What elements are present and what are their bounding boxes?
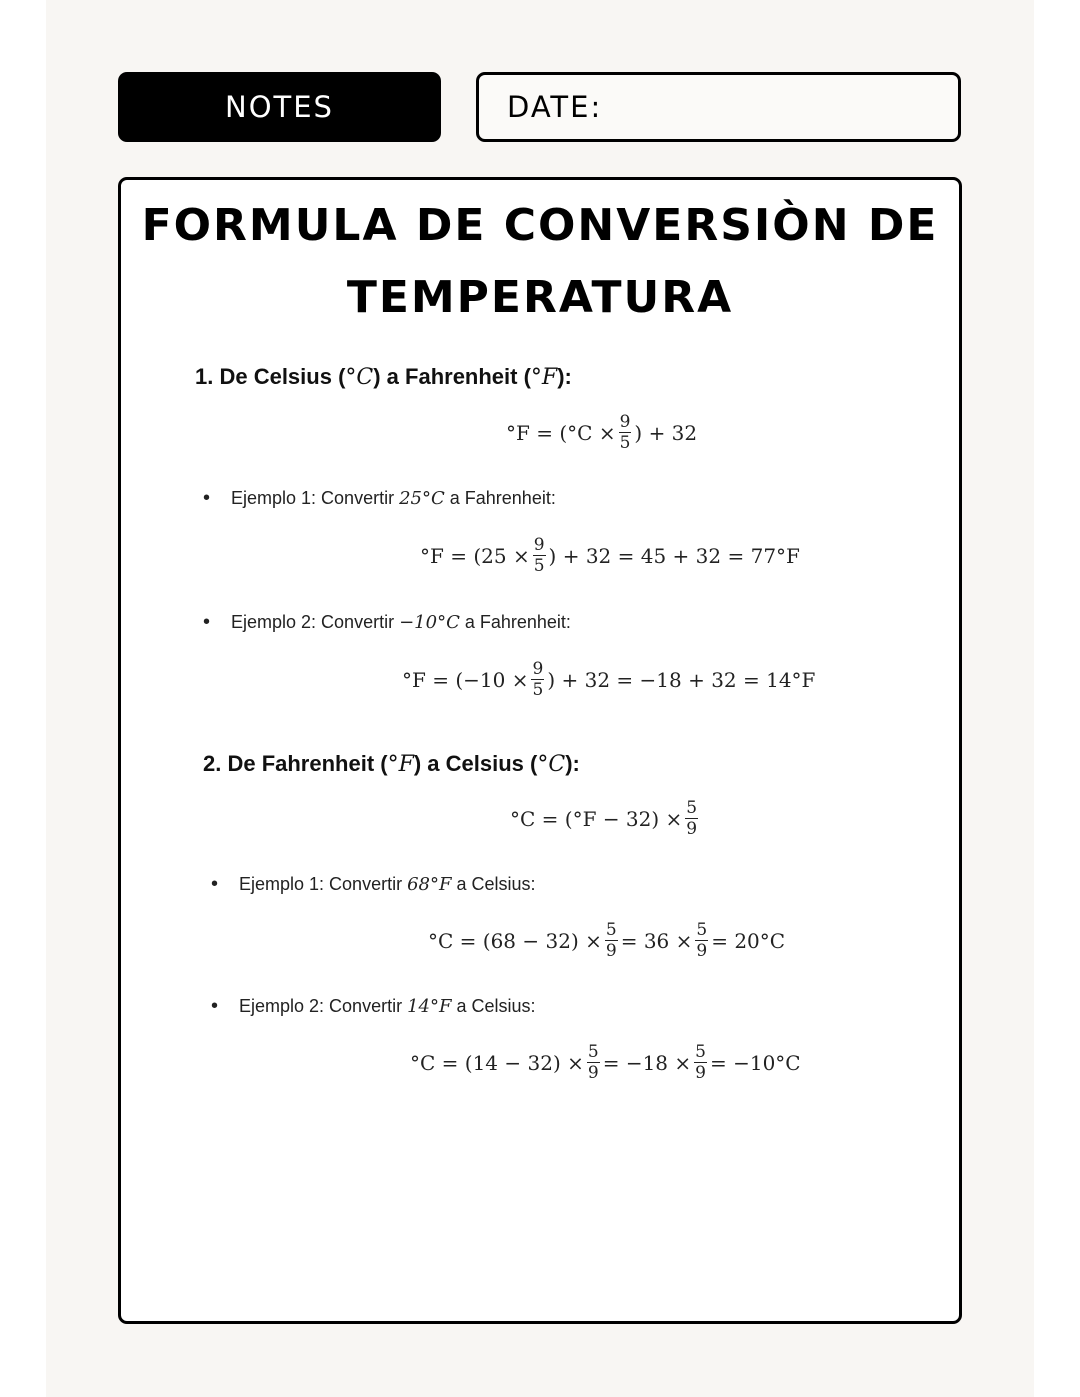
fraction xyxy=(619,412,632,453)
fraction-numerator: 5 xyxy=(587,1042,599,1062)
section1-example2-equation xyxy=(402,659,815,700)
fraction-denominator: 9 xyxy=(696,941,708,961)
equation-left: °F = (−10 × xyxy=(402,667,529,692)
fraction-numerator: 5 xyxy=(605,920,617,940)
fraction-numerator: 9 xyxy=(619,412,631,432)
example-label-suffix: a Fahrenheit: xyxy=(459,612,571,632)
section2-heading xyxy=(203,751,580,777)
fraction-denominator: 5 xyxy=(619,433,631,453)
section1-example1-label xyxy=(203,487,556,510)
section2-heading-unit1: °F xyxy=(387,752,414,777)
section1-example2-label xyxy=(203,611,571,634)
example-label-suffix: a Fahrenheit: xyxy=(444,488,556,508)
fraction xyxy=(694,1042,707,1083)
equation-left: °C = (14 − 32) × xyxy=(410,1050,584,1075)
section2-heading-suffix: ): xyxy=(565,751,580,776)
section2-heading-unit2: °C xyxy=(537,752,566,777)
fraction-denominator: 9 xyxy=(686,819,698,839)
notes-label: NOTES xyxy=(225,90,334,124)
section1-heading-mid: ) a Fahrenheit ( xyxy=(373,364,531,389)
section1-heading-unit1: °C xyxy=(345,365,374,390)
formula-left: °C = (°F − 32) × xyxy=(510,806,683,831)
example-label-value: 25°C xyxy=(399,488,445,509)
section1-example1-equation xyxy=(420,535,800,576)
equation-right: = −10°C xyxy=(709,1050,801,1075)
section2-example2-label xyxy=(211,995,536,1018)
example-label-value: 68°F xyxy=(407,874,452,895)
equation-left: °C = (68 − 32) × xyxy=(428,928,602,953)
bullet-icon: • xyxy=(211,995,219,1017)
fraction-denominator: 9 xyxy=(605,941,617,961)
fraction xyxy=(685,798,698,839)
fraction xyxy=(587,1042,600,1083)
example-label-prefix: Ejemplo 2: Convertir xyxy=(231,612,400,632)
fraction-numerator: 5 xyxy=(696,920,708,940)
section2-heading-prefix: 2. De Fahrenheit ( xyxy=(203,751,388,776)
fraction xyxy=(531,659,544,700)
section1-heading-suffix: ): xyxy=(557,364,572,389)
section2-example1-equation xyxy=(428,920,785,961)
section1-heading-unit2: °F xyxy=(530,365,558,390)
section2-heading-mid: ) a Celsius ( xyxy=(413,751,538,776)
fraction-numerator: 9 xyxy=(533,535,545,555)
section2-formula xyxy=(510,798,701,839)
section1-heading xyxy=(195,364,572,390)
equation-middle: = 36 × xyxy=(620,928,693,953)
fraction xyxy=(533,535,546,576)
fraction xyxy=(695,920,708,961)
example-label-value: −10°C xyxy=(399,612,460,633)
equation-right: ) + 32 = 45 + 32 = 77°F xyxy=(548,543,800,568)
fraction-numerator: 9 xyxy=(532,659,544,679)
equation-left: °F = (25 × xyxy=(420,543,530,568)
section2-example1-label xyxy=(211,873,536,896)
example-label-prefix: Ejemplo 1: Convertir xyxy=(239,874,408,894)
example-label-prefix: Ejemplo 2: Convertir xyxy=(239,996,408,1016)
bullet-icon: • xyxy=(203,611,211,633)
section1-formula xyxy=(506,412,697,453)
formula-left: °F = (°C × xyxy=(506,420,616,445)
page-title-line2: TEMPERATURA xyxy=(346,272,734,323)
example-label-suffix: a Celsius: xyxy=(451,996,536,1016)
fraction-numerator: 5 xyxy=(695,1042,706,1062)
date-field[interactable] xyxy=(476,72,961,142)
formula-right: ) + 32 xyxy=(634,420,698,445)
bullet-icon: • xyxy=(211,873,219,895)
equation-right: = 20°C xyxy=(711,928,786,953)
example-label-prefix: Ejemplo 1: Convertir xyxy=(231,488,400,508)
section1-heading-prefix: 1. De Celsius ( xyxy=(195,364,346,389)
equation-right: ) + 32 = −18 + 32 = 14°F xyxy=(547,667,816,692)
fraction-numerator: 5 xyxy=(686,798,698,818)
example-label-value: 14°F xyxy=(407,996,452,1017)
page-title-line1: FORMULA DE CONVERSIÒN DE xyxy=(141,200,939,251)
bullet-icon: • xyxy=(203,487,211,509)
fraction xyxy=(605,920,618,961)
notes-label-box xyxy=(118,72,441,142)
fraction-denominator: 9 xyxy=(587,1063,599,1083)
example-label-suffix: a Celsius: xyxy=(451,874,536,894)
fraction-denominator: 9 xyxy=(695,1063,706,1083)
section2-example2-equation xyxy=(410,1042,801,1083)
fraction-denominator: 5 xyxy=(533,556,545,576)
fraction-denominator: 5 xyxy=(532,680,544,700)
date-label: DATE: xyxy=(507,90,603,124)
equation-middle: = −18 × xyxy=(602,1050,692,1075)
